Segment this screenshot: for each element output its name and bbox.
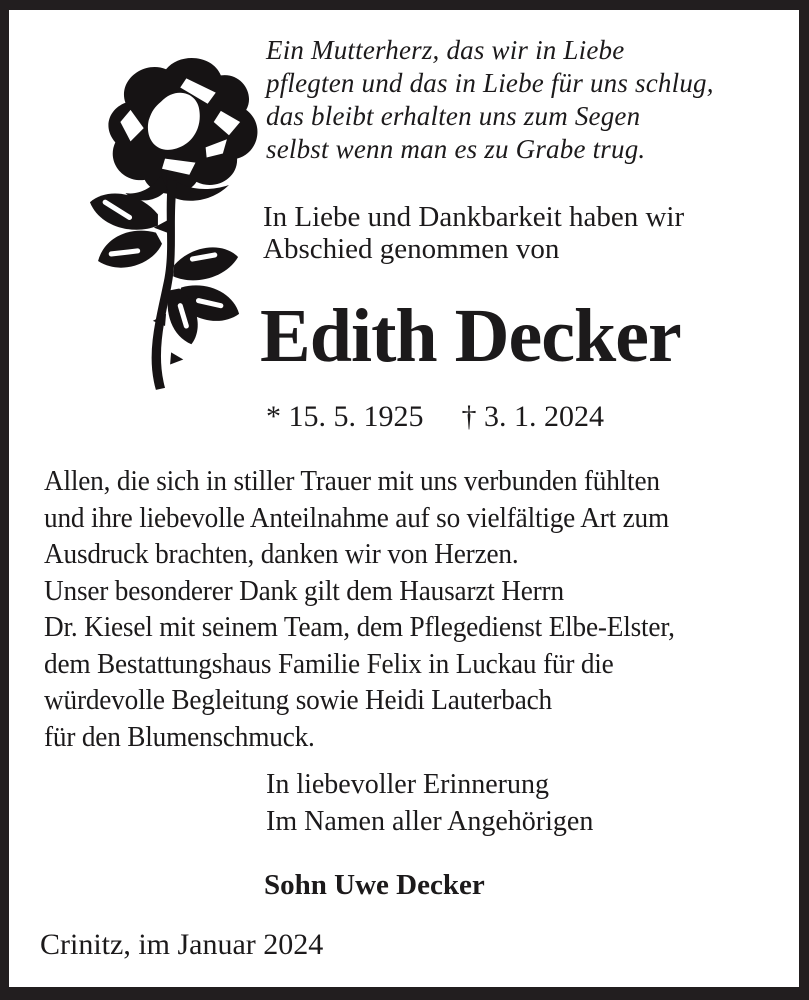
verse-line: selbst wenn man es zu Grabe trug.	[266, 134, 646, 164]
place-and-date: Crinitz, im Januar 2024	[40, 928, 324, 961]
thanks-line: und ihre liebevolle Anteilnahme auf so vielfältige Art zum	[44, 501, 669, 534]
thanks-line: dem Bestattungshaus Familie Felix in Luckau für die	[44, 647, 614, 680]
memorial-lines	[266, 766, 593, 840]
life-dates	[266, 401, 604, 433]
verse-line: Ein Mutterherz, das wir in Liebe	[266, 35, 625, 65]
intro-line: In Liebe und Dankbarkeit haben wir	[263, 201, 685, 233]
mourner-signature: Sohn Uwe Decker	[264, 869, 485, 901]
thanks-line: Unser besonderer Dank gilt dem Hausarzt Herrn	[44, 574, 564, 607]
farewell-intro	[263, 201, 684, 265]
memorial-line: In liebevoller Erinnerung	[266, 769, 550, 800]
deceased-name: Edith Decker	[260, 294, 681, 378]
intro-line: Abschied genommen von	[263, 233, 560, 265]
thanks-line: Allen, die sich in stiller Trauer mit uns verbunden fühlten	[44, 465, 660, 497]
death-date: † 3. 1. 2024	[461, 400, 604, 433]
memorial-line: Im Namen aller Angehörigen	[266, 806, 594, 837]
opening-verse	[266, 34, 714, 166]
verse-line: pflegten und das in Liebe für uns schlug,	[266, 68, 714, 98]
thanks-line: Dr. Kiesel mit seinem Team, dem Pflegedienst Elbe-Elster,	[44, 611, 675, 643]
thanks-line: würdevolle Begleitung sowie Heidi Lauterbach	[44, 684, 552, 716]
thanks-line: Ausdruck brachten, danken wir von Herzen.	[44, 538, 519, 570]
birth-date: * 15. 5. 1925	[266, 400, 424, 433]
rose-icon	[64, 50, 262, 395]
verse-line: das bleibt erhalten uns zum Segen	[266, 101, 641, 131]
thanks-paragraph	[44, 463, 675, 755]
thanks-line: für den Blumenschmuck.	[44, 720, 315, 753]
